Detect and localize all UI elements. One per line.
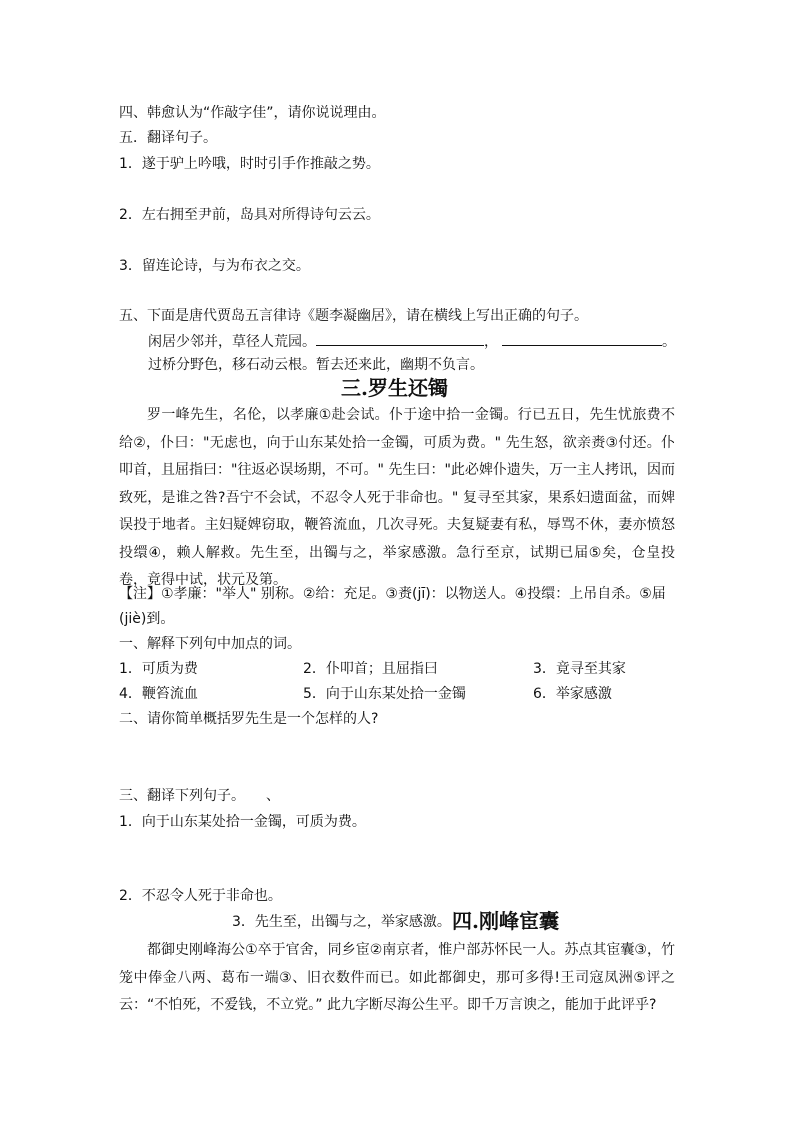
- section-3-title: 三.罗生还镯: [341, 376, 448, 400]
- fill-blank-1[interactable]: [316, 331, 484, 346]
- section-3-translate-1: 1．向于山东某处拾一金镯，可质为费。: [119, 814, 366, 830]
- word-item-3: 3．竟寻至其家: [533, 661, 626, 677]
- section-3-note-1: 【注】①孝廉："举人" 别称。②给：充足。③赉(jī)：以物送人。④投缳：上吊自杀。⑤届: [119, 586, 666, 602]
- question-5-poem: 五、下面是唐代贾岛五言律诗《题李凝幽居》，请在横线上写出正确的句子。: [119, 308, 588, 324]
- section-3-question-2: 二、请你简单概括罗先生是一个怎样的人?: [119, 711, 379, 727]
- section-3-passage: [119, 402, 675, 595]
- word-item-4: 4．鞭笞流血: [119, 686, 198, 702]
- translate-sentence-2: 2．左右拥至尹前，岛具对所得诗句云云。: [119, 207, 380, 223]
- poem-comma: ，: [484, 334, 498, 350]
- translate-sentence-1: 1．遂于驴上吟哦，时时引手作推敲之势。: [119, 156, 380, 172]
- section-4-title: 四.刚峰宦囊: [452, 909, 559, 933]
- fill-blank-2[interactable]: [502, 331, 662, 346]
- section-3-question-3: 三、翻译下列句子。 、: [119, 788, 280, 804]
- section-4-passage: [119, 937, 675, 1020]
- word-item-1: 1．可质为费: [119, 661, 198, 677]
- section-3-passage-text: 罗一峰先生，名伦，以孝廉①赴会试。仆于途中拾一金镯。行已五日，先生忧旅费不给②，仆曰："无虑也，向于山东某处拾一金镯，可质为费。" 先生怒，欲亲赉③付还。仆叩首，且屈指曰："往返必误场期，不可。" 先生曰："此必婢仆遗失，万一主人拷讯，因而致死，是谁之咎?吾宁不会试，不忍令人死于非命也。" 复寻至其家，果系妇遗面盆，而婢误投于地者。主妇疑婢窃取，鞭笞流血，几次寻死。夫复疑妻有私，辱骂不休，妻亦愤怒投缳④，赖人解救。先生至，出镯与之，举家感激。急行至京，试期已届⑤矣，仓皇投卷，竟得中试，状元及第。: [119, 407, 675, 588]
- section-3-question-1: 一、解释下列句中加点的词。: [119, 636, 301, 652]
- translate-sentence-3: 3．留连论诗，与为布衣之交。: [119, 258, 310, 274]
- question-5-header: 五．翻译句子。: [119, 130, 217, 146]
- word-item-2: 2．仆叩首；且屈指曰: [303, 661, 438, 677]
- word-item-6: 6．举家感激: [533, 686, 612, 702]
- poem-period: 。: [662, 334, 676, 350]
- poem-line-1: [148, 331, 676, 352]
- question-4: 四、韩愈认为“作敲字佳”，请你说说理由。: [119, 105, 386, 121]
- poem-line-1-text: 闲居少邻并，草径人荒园。: [148, 334, 316, 350]
- section-3-translate-2: 2．不忍令人死于非命也。: [119, 888, 282, 904]
- poem-line-2: 过桥分野色，移石动云根。暂去还来此，幽期不负言。: [148, 357, 484, 373]
- section-4-passage-text: 都御史刚峰海公①卒于官舍，同乡宦②南京者，惟户部苏怀民一人。苏点其宦囊③，竹笼中俸金八两、葛布一端③、旧衣数件而已。如此都御史，那可多得!王司寇凤洲⑤评之云：“不怕死，不爱钱，不立党。” 此九字断尽海公生平。即千万言谀之，能加于此评乎?: [119, 942, 675, 1013]
- word-item-5: 5．向于山东某处拾一金镯: [303, 686, 466, 702]
- section-3-translate-3: 3．先生至，出镯与之，举家感激。: [232, 914, 451, 930]
- section-3-note-2: (jiè)到。: [119, 611, 175, 627]
